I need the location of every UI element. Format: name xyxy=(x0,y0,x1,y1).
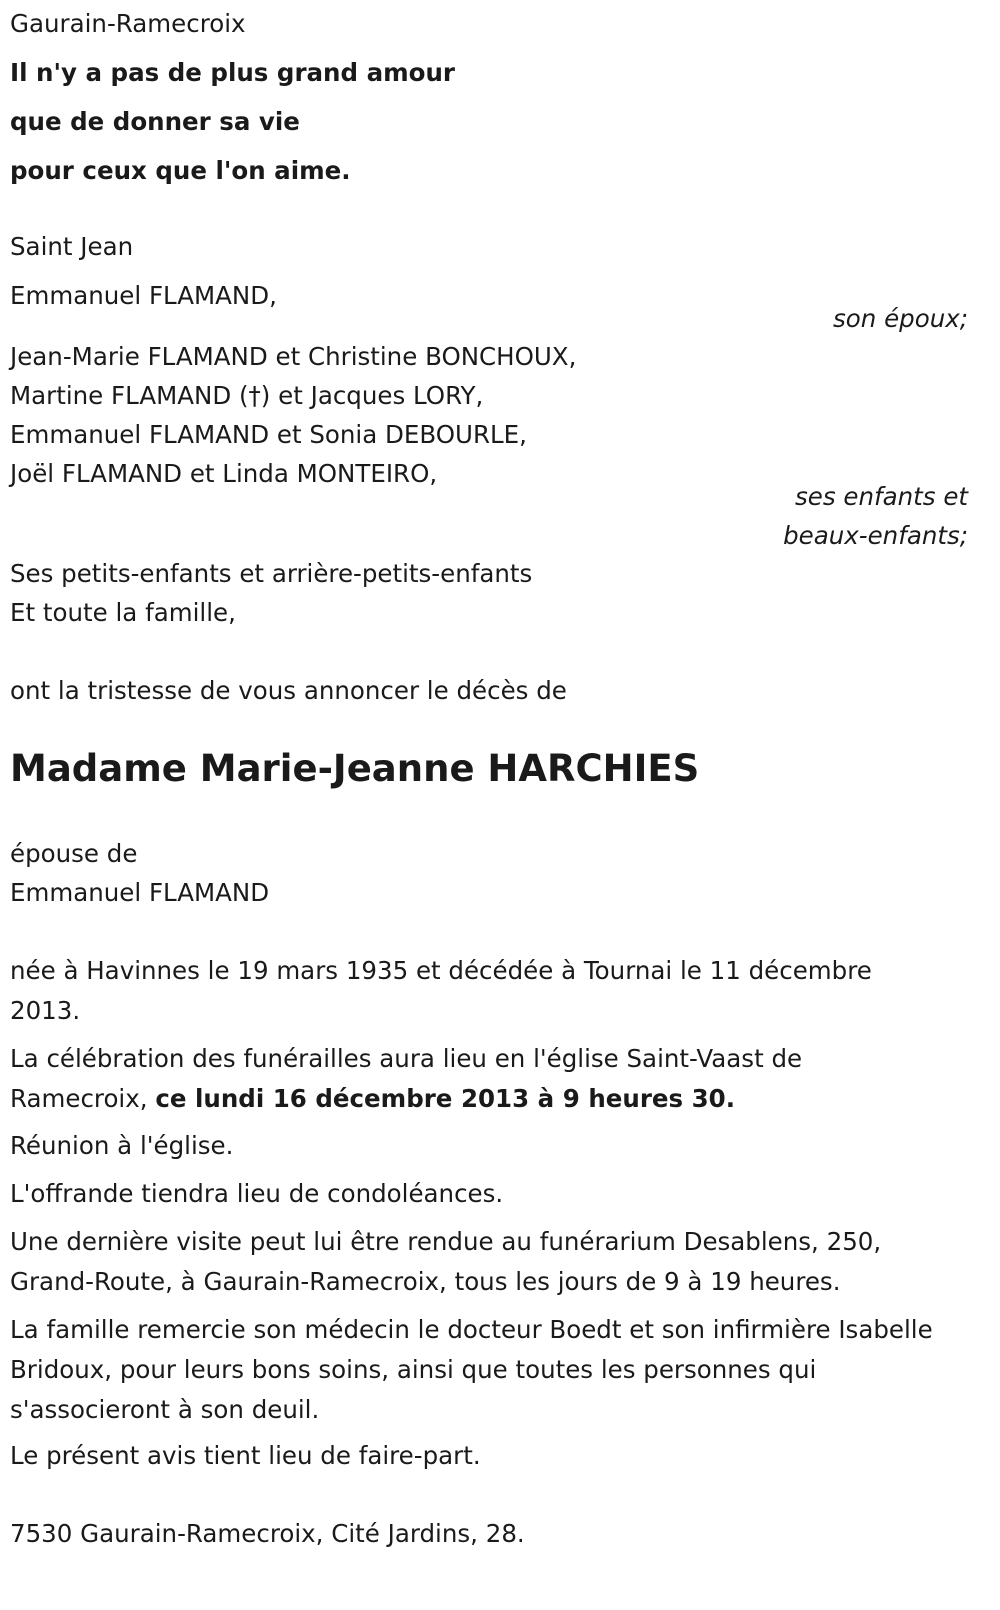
grandchildren: Ses petits-enfants et arrière-petits-enfants xyxy=(10,559,533,588)
whole-family: Et toute la famille, xyxy=(10,598,236,627)
reunion: Réunion à l'église. xyxy=(10,1131,234,1160)
child-entry: Jean-Marie FLAMAND et Christine BONCHOUX, xyxy=(10,342,577,371)
verse xyxy=(10,48,455,195)
deceased-name: Madame Marie-Jeanne HARCHIES xyxy=(10,747,700,790)
saint-name: Saint Jean xyxy=(10,232,134,261)
epouse-de-label: épouse de xyxy=(10,839,138,868)
offrande: L'offrande tiendra lieu de condoléances. xyxy=(10,1179,504,1208)
funeral-paragraph xyxy=(10,1039,890,1119)
spouse-name: Emmanuel FLAMAND, xyxy=(10,281,277,310)
remerciements: La famille remercie son médecin le docteur Boedt et son infirmière Isabelle Bridoux, pour leurs bons soins, ainsi que toutes les personnes qui s'associeront à son deuil. xyxy=(10,1315,933,1424)
children-role-line-1: ses enfants et xyxy=(795,482,968,511)
child-entry: Emmanuel FLAMAND et Sonia DEBOURLE, xyxy=(10,420,527,449)
child-entry: Joël FLAMAND et Linda MONTEIRO, xyxy=(10,459,438,488)
verse-line-1: Il n'y a pas de plus grand amour xyxy=(10,58,455,87)
children-list xyxy=(10,337,576,494)
faire-part: Le présent avis tient lieu de faire-part. xyxy=(10,1441,481,1470)
funeral-datetime: ce lundi 16 décembre 2013 à 9 heures 30. xyxy=(155,1084,736,1113)
address: 7530 Gaurain-Ramecroix, Cité Jardins, 28. xyxy=(10,1519,525,1548)
announcement: ont la tristesse de vous annoncer le décès de xyxy=(10,676,567,705)
children-role-line-2: beaux-enfants; xyxy=(783,521,968,550)
funeral-intro: La célébration des funérailles aura lieu en l'église Saint-Vaast de Ramecroix, xyxy=(10,1044,803,1113)
child-entry: Martine FLAMAND (†) et Jacques LORY, xyxy=(10,381,484,410)
header-location: Gaurain-Ramecroix xyxy=(10,9,246,38)
epouse-name: Emmanuel FLAMAND xyxy=(10,878,270,907)
verse-line-3: pour ceux que l'on aime. xyxy=(10,156,351,185)
spouse-role: son époux; xyxy=(833,304,968,333)
birth-death: née à Havinnes le 19 mars 1935 et décédée à Tournai le 11 décembre 2013. xyxy=(10,956,872,1025)
visite: Une dernière visite peut lui être rendue au funérarium Desablens, 250, Grand-Route, à Gaurain-Ramecroix, tous les jours de 9 à 19 heures. xyxy=(10,1227,882,1296)
verse-line-2: que de donner sa vie xyxy=(10,107,300,136)
